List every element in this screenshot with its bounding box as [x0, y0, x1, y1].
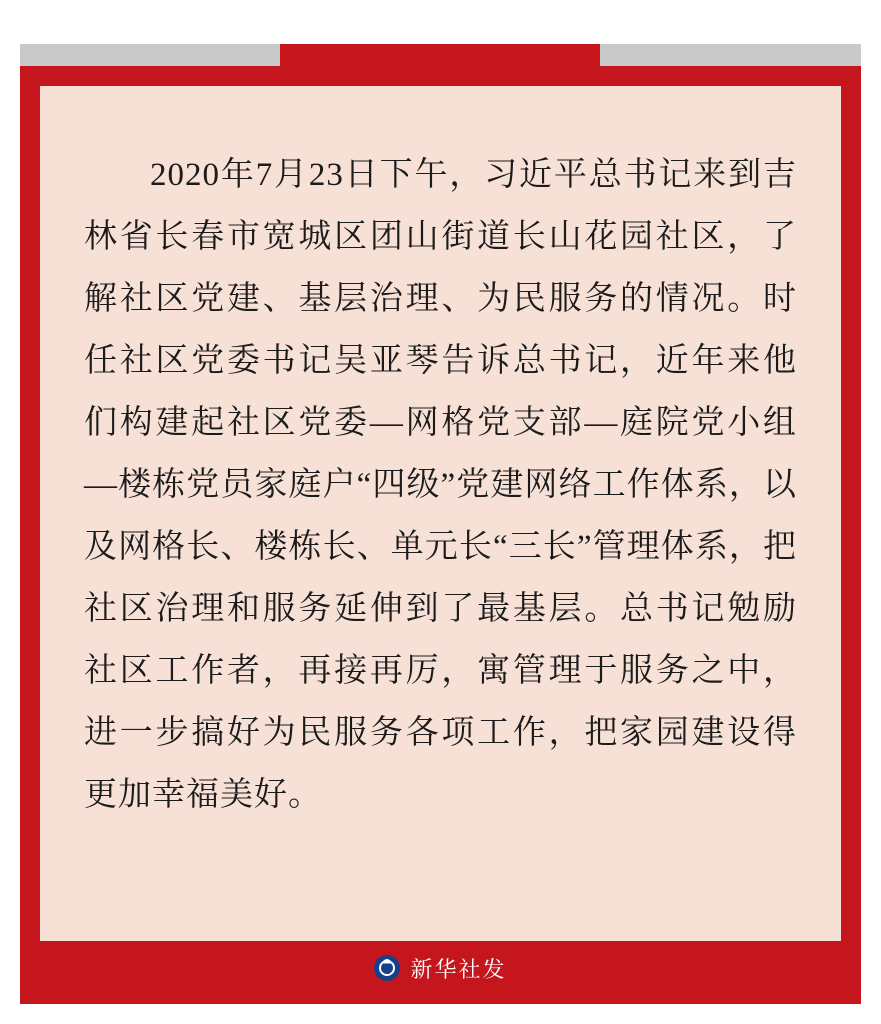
top-band-right	[600, 44, 861, 66]
footer-credit	[20, 948, 861, 988]
top-band-left	[20, 44, 280, 66]
footer-credit-label: 新华社发	[410, 956, 507, 982]
article-body: 2020年7月23日下午，习近平总书记来到吉林省长春市宽城区团山街道长山花园社区，了解社区党建、基层治理、为民服务的情况。时任社区党委书记吴亚琴告诉总书记，近年来他们构建起社区党委—网格党支部—庭院党小组—楼栋党员家庭户“四级”党建网络工作体系，以及网格长、楼栋长、单元长“三长”管理体系，把社区治理和服务延伸到了最基层。总书记勉励社区工作者，再接再厉，寓管理于服务之中，进一步搞好为民服务各项工作，把家园建设得更加幸福美好。	[84, 157, 797, 813]
red-frame	[20, 66, 861, 1004]
paper-sheet	[40, 86, 841, 941]
xinhua-circle-logo-icon	[374, 955, 400, 981]
